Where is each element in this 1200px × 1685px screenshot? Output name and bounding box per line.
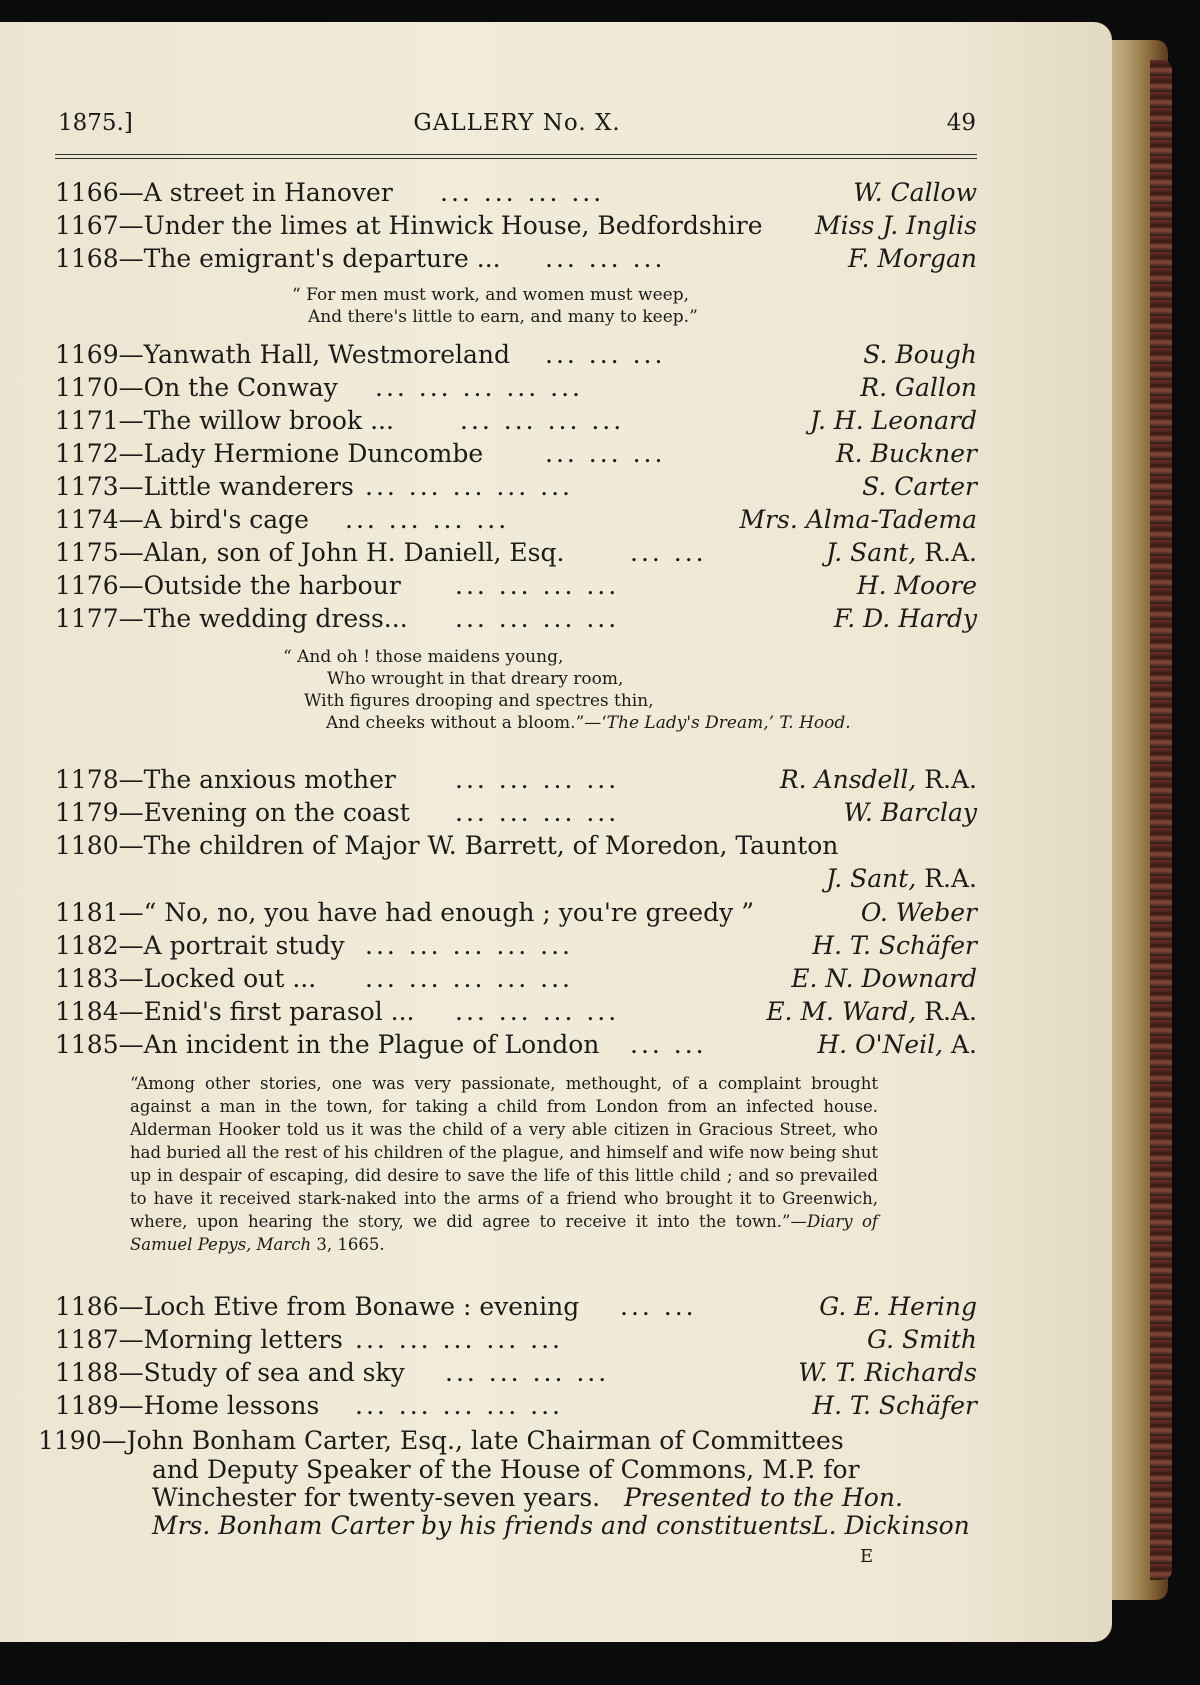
entry-title: 1183—Locked out ... (55, 964, 317, 993)
leader-dots: ... ... ... (545, 340, 666, 369)
leader-dots: ... ... ... ... ... (355, 1391, 563, 1420)
catalogue-entry (55, 176, 977, 210)
verse-line: And cheeks without a bloom.”—‘The Lady's Dream,’ T. Hood. (326, 713, 851, 733)
entry-title: 1175—Alan, son of John H. Daniell, Esq. (55, 538, 565, 567)
leader-dots: ... ... ... (545, 244, 666, 273)
leader-dots: ... ... (630, 1030, 707, 1059)
leader-dots: ... ... ... ... (455, 765, 620, 794)
catalogue-entry (55, 338, 977, 372)
entry-title: 1182—A portrait study (55, 931, 345, 960)
entry-title: 1179—Evening on the coast (55, 798, 410, 827)
entry-title: 1168—The emigrant's departure ... (55, 244, 501, 273)
entry-title: 1180—The children of Major W. Barrett, of Moredon, Taunton (55, 831, 839, 860)
verse-line: “ For men must work, and women must weep, (292, 285, 689, 305)
catalogue-entry (55, 1028, 977, 1062)
page-number: 49 (946, 110, 976, 136)
leader-dots: ... ... (630, 538, 707, 567)
catalogue-entry (55, 763, 977, 797)
entry-artist: E. M. Ward, R.A. (766, 997, 977, 1026)
entry-1190-line-4: Mrs. Bonham Carter by his friends and constituents (152, 1511, 812, 1540)
entry-artist: L. Dickinson (812, 1511, 970, 1540)
entry-artist: S. Carter (862, 472, 977, 501)
entry-title: 1181—“ No, no, you have had enough ; you're greedy ” (55, 898, 754, 927)
book-binding-edge (1150, 60, 1172, 1580)
entry-artist: R. Gallon (860, 373, 977, 402)
catalogue-entry (55, 437, 977, 471)
leader-dots: ... ... (620, 1292, 697, 1321)
header-title: GALLERY No. X. (413, 110, 621, 136)
entry-artist: S. Bough (863, 340, 977, 369)
entry-1190-line-3: Winchester for twenty-seven years. Presented to the Hon. (152, 1483, 903, 1512)
header-rule-top (55, 154, 977, 155)
catalogue-entry (55, 896, 977, 930)
entry-artist: G. Smith (867, 1325, 977, 1354)
book-page (0, 22, 1112, 1642)
leader-dots: ... ... ... ... (455, 604, 620, 633)
entry-artist: H. T. Schäfer (812, 1391, 977, 1420)
entry-title: 1177—The wedding dress... (55, 604, 408, 633)
leader-dots: ... ... ... ... (445, 1358, 610, 1387)
entry-artist: R. Buckner (835, 439, 977, 468)
catalogue-entry (55, 1323, 977, 1357)
entry-title: 1176—Outside the harbour (55, 571, 401, 600)
leader-dots: ... ... ... ... (345, 505, 510, 534)
entry-title: 1169—Yanwath Hall, Westmoreland (55, 340, 511, 369)
entry-title: 1167—Under the limes at Hinwick House, Bedfordshire (55, 211, 763, 240)
entry-artist: Mrs. Alma-Tadema (739, 505, 977, 534)
entry-title: 1170—On the Conway (55, 373, 338, 402)
entry-title: 1187—Morning letters (55, 1325, 343, 1354)
entry-title: 1174—A bird's cage (55, 505, 309, 534)
catalogue-entry (55, 371, 977, 405)
catalogue-entry (55, 1290, 977, 1324)
entry-title: 1173—Little wanderers (55, 472, 354, 501)
catalogue-entry (55, 929, 977, 963)
catalogue-entry (55, 209, 977, 243)
verse-line: “ And oh ! those maidens young, (283, 647, 564, 667)
entry-title: 1186—Loch Etive from Bonawe : evening (55, 1292, 580, 1321)
catalogue-entry (55, 242, 977, 276)
entry-title: 1172—Lady Hermione Duncombe (55, 439, 484, 468)
quotation-block: “Among other stories, one was very passionate, methought, of a complaint brought against a man in the town, for taking a child from London from an infected house. Alderman Hooker told us it was the child of a very able citizen in Gracious Street, who had buried all the rest of his children of the plague, and himself and wife now being shut up in despair of escaping, did desire to save the life of this little child ; and so prevailed to have it received stark-naked into the arms of a friend who brought it to Greenwich, where, upon hearing the story, we did agree to receive it into the town.”—Diary of Samuel Pepys, March 3, 1665. (130, 1074, 879, 1254)
entry-title: 1188—Study of sea and sky (55, 1358, 405, 1387)
entry-artist: H. T. Schäfer (812, 931, 977, 960)
leader-dots: ... ... ... ... ... (365, 964, 573, 993)
entry-artist: J. Sant, R.A. (826, 538, 977, 567)
entry-artist: W. T. Richards (798, 1358, 977, 1387)
entry-title: 1166—A street in Hanover (55, 178, 393, 207)
entry-artist: H. Moore (856, 571, 977, 600)
leader-dots: ... ... ... ... ... (365, 931, 573, 960)
verse-source: The Lady's Dream,’ T. Hood. (606, 713, 851, 733)
leader-dots: ... ... ... ... (455, 571, 620, 600)
leader-dots: ... ... ... ... (440, 178, 605, 207)
running-header (58, 110, 976, 150)
catalogue-entry (55, 1389, 977, 1423)
entry-title: 1184—Enid's first parasol ... (55, 997, 415, 1026)
entry-artist: J. H. Leonard (809, 406, 977, 435)
entry-artist: W. Barclay (843, 798, 977, 827)
leader-dots: ... ... ... ... ... (355, 1325, 563, 1354)
verse-line: Who wrought in that dreary room, (327, 669, 624, 689)
entry-title: 1189—Home lessons (55, 1391, 320, 1420)
catalogue-entry (55, 962, 977, 996)
leader-dots: ... ... ... ... ... (365, 472, 573, 501)
catalogue-entry (55, 404, 977, 438)
entry-artist: G. E. Hering (819, 1292, 977, 1321)
entry-artist: O. Weber (860, 898, 977, 927)
entry-artist: H. O'Neil, A. (817, 1030, 977, 1059)
entry-1190-line-2: and Deputy Speaker of the House of Commons, M.P. for (152, 1455, 860, 1484)
leader-dots: ... ... ... ... (460, 406, 625, 435)
entry-title: 1178—The anxious mother (55, 765, 396, 794)
entry-artist: F. D. Hardy (833, 604, 977, 633)
catalogue-entry (55, 829, 977, 863)
catalogue-entry (55, 503, 977, 537)
leader-dots: ... ... ... ... ... (375, 373, 583, 402)
leader-dots: ... ... ... (545, 439, 666, 468)
entry-1190-line-1: 1190—John Bonham Carter, Esq., late Chairman of Committees (38, 1426, 844, 1455)
catalogue-entry (55, 536, 977, 570)
catalogue-entry (55, 796, 977, 830)
entry-artist: Miss J. Inglis (815, 211, 977, 240)
quotation-source: Diary of Samuel Pepys, March (130, 1212, 879, 1254)
entry-artist: W. Callow (853, 178, 977, 207)
catalogue-entry (55, 470, 977, 504)
catalogue-entry (55, 995, 977, 1029)
leader-dots: ... ... ... ... (455, 997, 620, 1026)
entry-artist: J. Sant, R.A. (826, 864, 977, 893)
entry-title: 1185—An incident in the Plague of London (55, 1030, 600, 1059)
catalogue-entry-continuation (55, 862, 977, 896)
entry-title: 1171—The willow brook ... (55, 406, 394, 435)
header-rule-bottom (55, 158, 977, 159)
header-year: 1875.] (58, 110, 133, 136)
verse-line: With figures drooping and spectres thin, (304, 691, 654, 711)
catalogue-entry (55, 602, 977, 636)
signature-mark: E (860, 1546, 874, 1567)
entry-artist: F. Morgan (848, 244, 977, 273)
leader-dots: ... ... ... ... (455, 798, 620, 827)
verse-line: And there's little to earn, and many to keep.” (308, 307, 698, 327)
catalogue-entry (55, 569, 977, 603)
entry-artist: E. N. Downard (791, 964, 977, 993)
catalogue-entry (55, 1356, 977, 1390)
entry-artist: R. Ansdell, R.A. (779, 765, 977, 794)
